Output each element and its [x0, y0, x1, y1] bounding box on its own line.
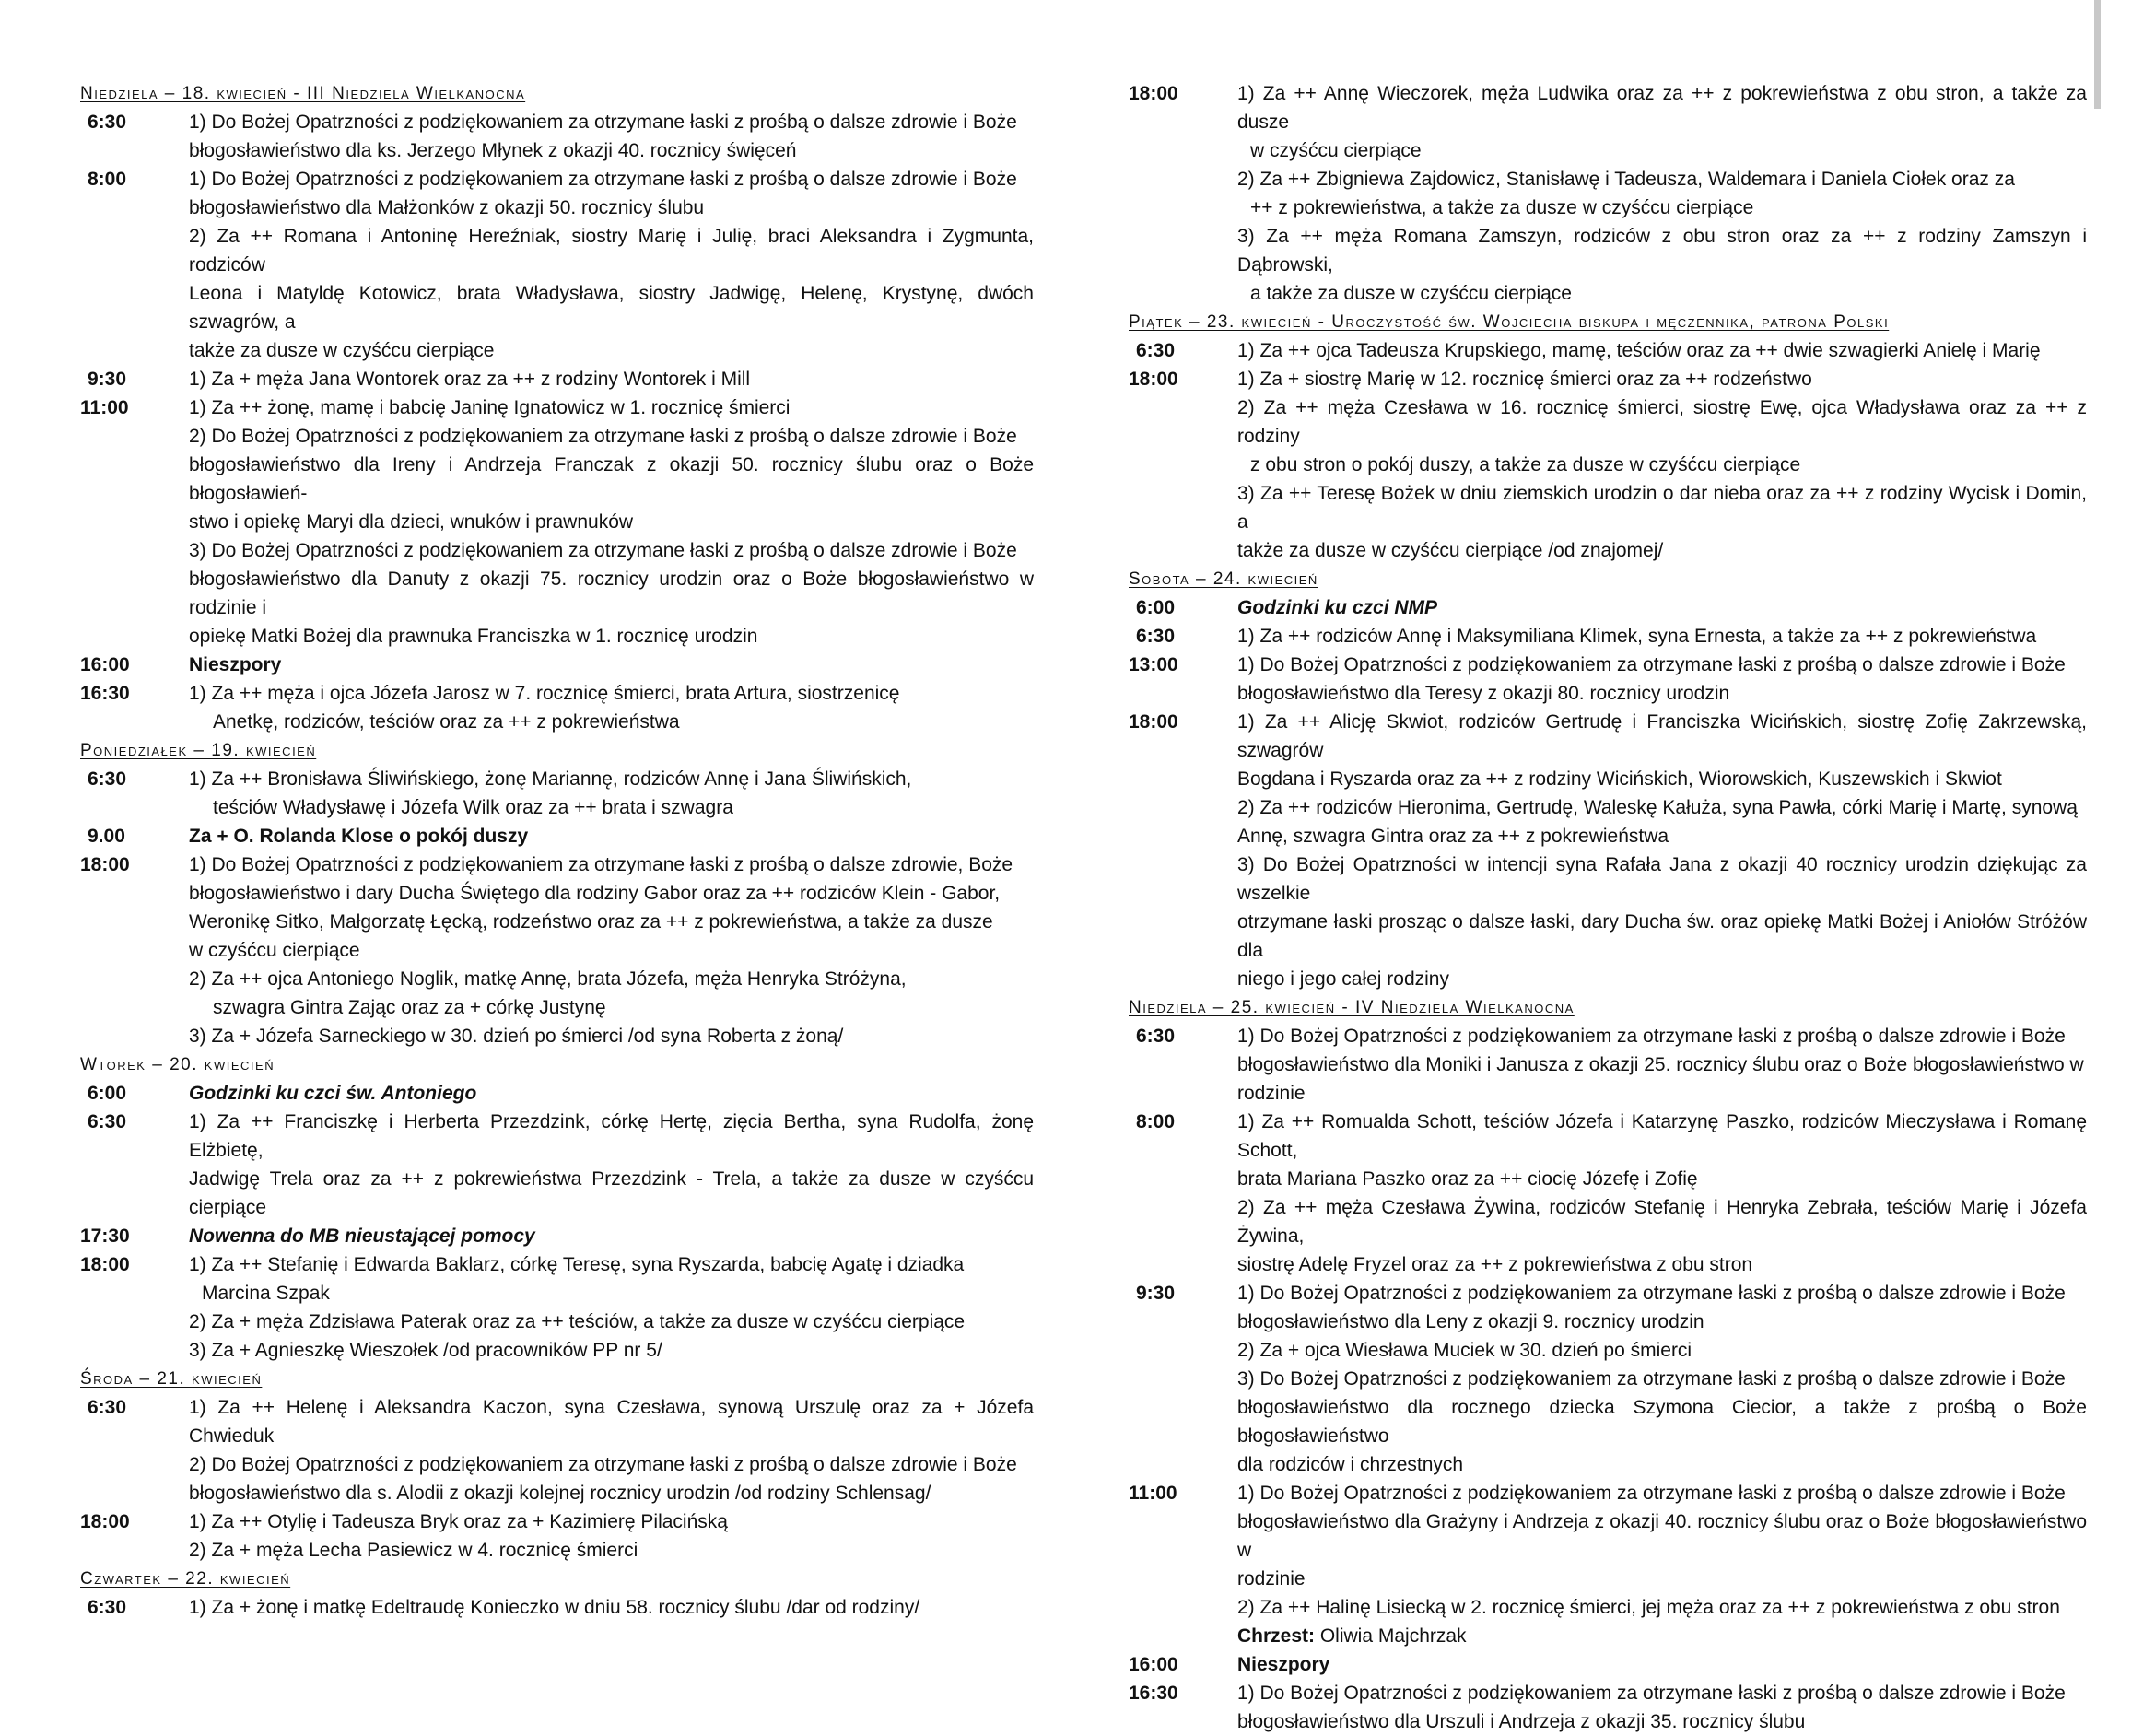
intention-line: 1) Do Bożej Opatrzności z podziękowaniem za otrzymane łaski z prośbą o dalsze zdrowie i Boże	[189, 111, 1017, 133]
mass-time: 9:30	[1136, 1283, 1176, 1304]
intention-line: 1) Za ++ Franciszkę i Herberta Przezdzink, córkę Hertę, zięcia Bertha, syna Rudolfa, żonę Elżbietę,	[189, 1111, 1034, 1161]
intention-line: ++ z pokrewieństwa, a także za dusze w czyśćcu cierpiące	[1250, 197, 1754, 218]
mass-time: 6:00	[88, 1083, 127, 1104]
intention-line: 3) Do Bożej Opatrzności z podziękowaniem za otrzymane łaski z prośbą o dalsze zdrowie i Boże	[1237, 1368, 2066, 1390]
intention-line: w czyśćcu cierpiące	[1250, 140, 1422, 161]
day-heading: Wtorek – 20. kwiecień	[80, 1055, 275, 1074]
intentions	[189, 651, 1034, 679]
intentions	[189, 1222, 1034, 1250]
intentions	[1237, 79, 2087, 308]
intentions	[1237, 1279, 2087, 1479]
intentions	[1237, 651, 2087, 708]
mass-time: 18:00	[80, 1511, 130, 1532]
intention-line: 1) Do Bożej Opatrzności z podziękowaniem za otrzymane łaski z prośbą o dalsze zdrowie, Boże	[189, 854, 1013, 875]
intention-line: 3) Za + Józefa Sarneckiego w 30. dzień po śmierci /od syna Roberta z żoną/	[189, 1026, 844, 1047]
mass-slot	[1129, 1279, 2087, 1479]
intention-line: 2) Za ++ Zbigniewa Zajdowicz, Stanisławę i Tadeusza, Waldemara i Daniela Ciołek oraz za	[1237, 169, 2015, 190]
mass-slot	[1129, 1679, 2087, 1736]
mass-time: 11:00	[80, 397, 129, 418]
intention-line: 1) Do Bożej Opatrzności z podziękowaniem za otrzymane łaski z prośbą o dalsze zdrowie i Boże	[1237, 1483, 2066, 1504]
intention-line: 2) Za ++ męża Czesława w 16. rocznicę śmierci, siostrę Ewę, ojca Władysława oraz za ++ z rodziny	[1237, 397, 2087, 447]
intention-line: 1) Za ++ Bronisława Śliwińskiego, żonę Mariannę, rodziców Annę i Jana Śliwińskich,	[189, 768, 912, 790]
mass-slot	[80, 1593, 1034, 1622]
mass-time: 17:30	[80, 1226, 130, 1247]
intentions	[189, 679, 1034, 736]
mass-time: 18:00	[1129, 711, 1178, 733]
mass-slot	[1129, 365, 2087, 565]
mass-time: 18:00	[1129, 83, 1178, 104]
intentions	[1237, 1022, 2087, 1108]
intentions	[189, 850, 1034, 1050]
mass-time: 11:00	[1129, 1483, 1177, 1504]
mass-time: 16:30	[80, 683, 130, 704]
intentions	[1237, 1650, 2087, 1679]
intention-line: rodzinie	[1237, 1083, 1306, 1104]
mass-time: 9:30	[88, 369, 127, 390]
mass-time: 6:30	[88, 1111, 127, 1132]
scrollbar[interactable]	[2094, 0, 2101, 109]
intention-line: dla rodziców i chrzestnych	[1237, 1454, 1464, 1475]
intention-line: Nieszpory	[1237, 1654, 1330, 1675]
intention-line: 1) Za ++ Stefanię i Edwarda Baklarz, córkę Teresę, syna Ryszarda, babcię Agatę i dziadka	[189, 1254, 965, 1275]
intention-line: Bogdana i Ryszarda oraz za ++ z rodziny Wicińskich, Wiorowskich, Kuszewskich i Skwiot	[1237, 768, 2002, 790]
intention-line: Chrzest: Oliwia Majchrzak	[1237, 1625, 1467, 1647]
intention-line: Leona i Matyldę Kotowicz, brata Władysława, siostry Jadwigę, Helenę, Krystynę, dwóch szwagrów, a	[189, 283, 1034, 333]
intention-line: 2) Za ++ męża Czesława Żywina, rodziców Stefanię i Henryka Zebrała, teściów Marię i Józefa Żywina,	[1237, 1197, 2087, 1247]
intention-line: 2) Za ++ ojca Antoniego Noglik, matkę Annę, brata Józefa, męża Henryka Stróżyna,	[189, 968, 907, 990]
mass-slot	[80, 1250, 1034, 1365]
mass-slot	[1129, 1022, 2087, 1108]
intention-line: błogosławieństwo dla Danuty z okazji 75. rocznicy urodzin oraz o Boże błogosławieństwo w rodzinie i	[189, 569, 1034, 618]
intention-line: 2) Do Bożej Opatrzności z podziękowaniem za otrzymane łaski z prośbą o dalsze zdrowie i Boże	[189, 426, 1017, 447]
mass-slot	[1129, 79, 2087, 308]
intention-line: błogosławieństwo dla Leny z okazji 9. rocznicy urodzin	[1237, 1311, 1704, 1332]
mass-slot	[80, 108, 1034, 165]
day-heading: Sobota – 24. kwiecień	[1129, 569, 1318, 589]
intention-line: a także za dusze w czyśćcu cierpiące	[1250, 283, 1572, 304]
intention-line: 1) Do Bożej Opatrzności z podziękowaniem za otrzymane łaski z prośbą o dalsze zdrowie i Boże	[1237, 1026, 2066, 1047]
intentions	[189, 1079, 1034, 1108]
intention-line: 1) Za ++ Annę Wieczorek, męża Ludwika oraz za ++ z pokrewieństwa z obu stron, a także za dusze	[1237, 83, 2087, 133]
intentions	[189, 1108, 1034, 1222]
intentions	[189, 165, 1034, 365]
intention-line: 3) Za ++ Teresę Bożek w dniu ziemskich urodzin o dar nieba oraz za ++ z rodziny Wycisk i Domin, a	[1237, 483, 2087, 533]
intention-line: 3) Do Bożej Opatrzności z podziękowaniem za otrzymane łaski z prośbą o dalsze zdrowie i Boże	[189, 540, 1017, 561]
mass-slot	[80, 651, 1034, 679]
intention-line: błogosławieństwo dla rocznego dziecka Szymona Ciecior, a także z prośbą o Boże błogosławieństwo	[1237, 1397, 2087, 1447]
intention-line: 3) Do Bożej Opatrzności w intencji syna Rafała Jana z okazji 40 rocznicy urodzin dziękując za wszelkie	[1237, 854, 2087, 904]
intentions	[1237, 1679, 2087, 1736]
left-column	[80, 79, 1034, 1622]
intention-line: błogosławieństwo dla Grażyny i Andrzeja z okazji 40. rocznicy ślubu oraz o Boże błogosławieństwo w	[1237, 1511, 2087, 1561]
intention-line: błogosławieństwo i dary Ducha Świętego dla rodziny Gabor oraz za ++ rodziców Klein - Gabor,	[189, 883, 1001, 904]
intention-line: Anetkę, rodziców, teściów oraz za ++ z pokrewieństwa	[213, 711, 680, 733]
mass-time: 8:00	[1136, 1111, 1176, 1132]
intention-line: brata Mariana Paszko oraz za ++ ciocię Józefę i Zofię	[1237, 1168, 1698, 1190]
intention-line: błogosławieństwo dla Moniki i Janusza z okazji 25. rocznicy ślubu oraz o Boże błogosławieństwo w	[1237, 1054, 2084, 1075]
intention-line: 2) Za ++ Halinę Lisiecką w 2. rocznicę śmierci, jej męża oraz za ++ z pokrewieństwa z obu stron	[1237, 1597, 2060, 1618]
mass-slot	[80, 393, 1034, 651]
intention-line: błogosławieństwo dla ks. Jerzego Młynek z okazji 40. rocznicy święceń	[189, 140, 797, 161]
mass-time: 9.00	[88, 826, 125, 847]
intention-line: 1) Za + siostrę Marię w 12. rocznicę śmierci oraz za ++ rodzeństwo	[1237, 369, 1812, 390]
day-heading: Środa – 21. kwiecień	[80, 1369, 263, 1389]
day-heading: Niedziela – 18. kwiecień - III Niedziela Wielkanocna	[80, 84, 526, 103]
intention-line: stwo i opiekę Maryi dla dzieci, wnuków i prawnuków	[189, 511, 634, 533]
day-heading: Piątek – 23. kwiecień - Uroczystość św. Wojciecha biskupa i męczennika, patrona Polski	[1129, 312, 1890, 332]
intention-line: opiekę Matki Bożej dla prawnuka Franciszka w 1. rocznicę urodzin	[189, 626, 758, 647]
mass-time: 6:30	[1136, 626, 1176, 647]
intention-line: błogosławieństwo dla Ireny i Andrzeja Franczak z okazji 50. rocznicy ślubu oraz o Boże błogosławień-	[189, 454, 1034, 504]
intention-line: 2) Za ++ Romana i Antoninę Hereźniak, siostry Marię i Julię, braci Aleksandra i Zygmunta, rodziców	[189, 226, 1034, 276]
day-heading: Czwartek – 22. kwiecień	[80, 1569, 291, 1589]
intention-line: w czyśćcu cierpiące	[189, 940, 360, 961]
intentions	[1237, 336, 2087, 365]
mass-time: 6:30	[88, 1397, 127, 1418]
mass-slot	[80, 1079, 1034, 1108]
mass-slot	[80, 822, 1034, 850]
intention-line: Nieszpory	[189, 654, 282, 675]
intention-line: Godzinki ku czci NMP	[1237, 597, 1438, 618]
mass-slot	[1129, 708, 2087, 993]
mass-slot	[80, 765, 1034, 822]
mass-time: 6:30	[88, 768, 127, 790]
mass-slot	[1129, 1650, 2087, 1679]
mass-time: 6:30	[88, 111, 127, 133]
mass-time: 6:30	[1136, 1026, 1176, 1047]
intention-line: 1) Za ++ Otylię i Tadeusza Bryk oraz za + Kazimierę Pilacińską	[189, 1511, 728, 1532]
intention-line: niego i jego całej rodziny	[1237, 968, 1449, 990]
intention-line: Weronikę Sitko, Małgorzatę Łęcką, rodzeństwo oraz za ++ z pokrewieństwa, a także za dusze	[189, 911, 993, 933]
intention-line: Jadwigę Trela oraz za ++ z pokrewieństwa Przezdzink - Trela, a także za dusze w czyśćcu cierpiące	[189, 1168, 1034, 1218]
mass-slot	[1129, 336, 2087, 365]
intention-line: Annę, szwagra Gintra oraz za ++ z pokrewieństwa	[1237, 826, 1669, 847]
mass-time: 6:30	[1136, 340, 1176, 361]
intention-line: 1) Do Bożej Opatrzności z podziękowaniem za otrzymane łaski z prośbą o dalsze zdrowie i Boże	[1237, 1683, 2066, 1704]
intention-line: 1) Do Bożej Opatrzności z podziękowaniem za otrzymane łaski z prośbą o dalsze zdrowie i Boże	[1237, 654, 2066, 675]
intention-line: 2) Za ++ rodziców Hieronima, Gertrudę, Waleskę Kałuża, syna Pawła, córki Marię i Martę, synową	[1237, 797, 2078, 818]
intention-line: 1) Za + męża Jana Wontorek oraz za ++ z rodziny Wontorek i Mill	[189, 369, 751, 390]
intention-line: błogosławieństwo dla Teresy z okazji 80. rocznicy urodzin	[1237, 683, 1730, 704]
mass-slot	[1129, 593, 2087, 622]
mass-slot	[80, 1507, 1034, 1565]
mass-time: 8:00	[88, 169, 127, 190]
intentions	[189, 1393, 1034, 1507]
intention-line: 1) Za ++ rodziców Annę i Maksymiliana Klimek, syna Ernesta, a także za ++ z pokrewieństwa	[1237, 626, 2037, 647]
intentions	[1237, 593, 2087, 622]
intentions	[189, 365, 1034, 393]
intention-line: szwagra Gintra Zając oraz za + córkę Justynę	[213, 997, 606, 1018]
intention-line: 1) Za ++ męża i ojca Józefa Jarosz w 7. rocznicę śmierci, brata Artura, siostrzenicę	[189, 683, 900, 704]
intention-line: Marcina Szpak	[202, 1283, 330, 1304]
mass-slot	[80, 850, 1034, 1050]
intention-line: teściów Władysławę i Józefa Wilk oraz za ++ brata i szwagra	[213, 797, 733, 818]
mass-time: 18:00	[1129, 369, 1178, 390]
mass-slot	[80, 165, 1034, 365]
intentions	[1237, 1479, 2087, 1650]
mass-slot	[1129, 1108, 2087, 1279]
intentions	[189, 393, 1034, 651]
mass-time: 6:00	[1136, 597, 1176, 618]
intentions	[1237, 365, 2087, 565]
intentions	[189, 1250, 1034, 1365]
intention-line: także za dusze w czyśćcu cierpiące /od znajomej/	[1237, 540, 1664, 561]
intention-line: 1) Do Bożej Opatrzności z podziękowaniem za otrzymane łaski z prośbą o dalsze zdrowie i Boże	[189, 169, 1017, 190]
intention-line: siostrę Adelę Fryzel oraz za ++ z pokrewieństwa z obu stron	[1237, 1254, 1753, 1275]
intention-line: z obu stron o pokój duszy, a także za dusze w czyśćcu cierpiące	[1250, 454, 1801, 475]
intention-line: Godzinki ku czci św. Antoniego	[189, 1083, 477, 1104]
intention-line: błogosławieństwo dla s. Alodii z okazji kolejnej rocznicy urodzin /od rodziny Schlensag/	[189, 1483, 931, 1504]
intention-line: otrzymane łaski prosząc o dalsze łaski, dary Ducha św. oraz opiekę Matki Bożej i Aniołów Stróżów dla	[1237, 911, 2087, 961]
intentions	[189, 765, 1034, 822]
mass-slot	[1129, 1479, 2087, 1650]
intention-line: 1) Za ++ Helenę i Aleksandra Kaczon, syna Czesława, synową Urszulę oraz za + Józefa Chwieduk	[189, 1397, 1034, 1447]
intention-line: 1) Do Bożej Opatrzności z podziękowaniem za otrzymane łaski z prośbą o dalsze zdrowie i Boże	[1237, 1283, 2066, 1304]
intention-line: Nowenna do MB nieustającej pomocy	[189, 1226, 535, 1247]
intention-line: 2) Za + męża Zdzisława Paterak oraz za ++ teściów, a także za dusze w czyśćcu cierpiące	[189, 1311, 966, 1332]
mass-slot	[1129, 622, 2087, 651]
intentions	[189, 822, 1034, 850]
mass-slot	[80, 1108, 1034, 1222]
intention-line: 2) Do Bożej Opatrzności z podziękowaniem za otrzymane łaski z prośbą o dalsze zdrowie i Boże	[189, 1454, 1017, 1475]
mass-slot	[80, 1222, 1034, 1250]
mass-time: 16:30	[1129, 1683, 1178, 1704]
intentions	[189, 108, 1034, 165]
intention-line: błogosławieństwo dla Urszuli i Andrzeja z okazji 35. rocznicy ślubu	[1237, 1711, 1806, 1732]
intention-line: 1) Za ++ ojca Tadeusza Krupskiego, mamę, teściów oraz za ++ dwie szwagierki Anielę i Marię	[1237, 340, 2041, 361]
intentions	[1237, 1108, 2087, 1279]
intentions	[1237, 622, 2087, 651]
mass-slot	[1129, 651, 2087, 708]
mass-time: 18:00	[80, 1254, 130, 1275]
right-column	[1129, 79, 2087, 1736]
mass-slot	[80, 365, 1034, 393]
mass-time: 16:00	[1129, 1654, 1178, 1675]
intention-line: 3) Za + Agnieszkę Wieszołek /od pracowników PP nr 5/	[189, 1340, 662, 1361]
intention-line: rodzinie	[1237, 1568, 1306, 1589]
intention-line: Za + O. Rolanda Klose o pokój duszy	[189, 826, 529, 847]
day-heading: Poniedziałek – 19. kwiecień	[80, 741, 317, 760]
intention-line: 1) Za + żonę i matkę Edeltraudę Konieczko w dniu 58. rocznicy ślubu /dar od rodziny/	[189, 1597, 920, 1618]
intention-line: 1) Za ++ Alicję Skwiot, rodziców Gertrudę i Franciszka Wicińskich, siostrę Zofię Zakrzewską, szwagrów	[1237, 711, 2087, 761]
intentions	[1237, 708, 2087, 993]
intention-line: 2) Za + męża Lecha Pasiewicz w 4. rocznicę śmierci	[189, 1540, 638, 1561]
intention-line: także za dusze w czyśćcu cierpiące	[189, 340, 495, 361]
intentions	[189, 1593, 1034, 1622]
intention-line: 3) Za ++ męża Romana Zamszyn, rodziców z obu stron oraz za ++ z rodziny Zamszyn i Dąbrowski,	[1237, 226, 2087, 276]
mass-time: 13:00	[1129, 654, 1178, 675]
mass-slot	[80, 679, 1034, 736]
mass-time: 6:30	[88, 1597, 127, 1618]
mass-time: 16:00	[80, 654, 130, 675]
intentions	[189, 1507, 1034, 1565]
intention-line: błogosławieństwo dla Małżonków z okazji 50. rocznicy ślubu	[189, 197, 705, 218]
intention-line: 2) Za + ojca Wiesława Muciek w 30. dzień po śmierci	[1237, 1340, 1692, 1361]
intention-line: 1) Za ++ Romualda Schott, teściów Józefa i Katarzynę Paszko, rodziców Mieczysława i Romanę Schott,	[1237, 1111, 2087, 1161]
mass-slot	[80, 1393, 1034, 1507]
day-heading: Niedziela – 25. kwiecień - IV Niedziela Wielkanocna	[1129, 998, 1575, 1017]
mass-time: 18:00	[80, 854, 130, 875]
intention-line: 1) Za ++ żonę, mamę i babcię Janinę Ignatowicz w 1. rocznicę śmierci	[189, 397, 791, 418]
